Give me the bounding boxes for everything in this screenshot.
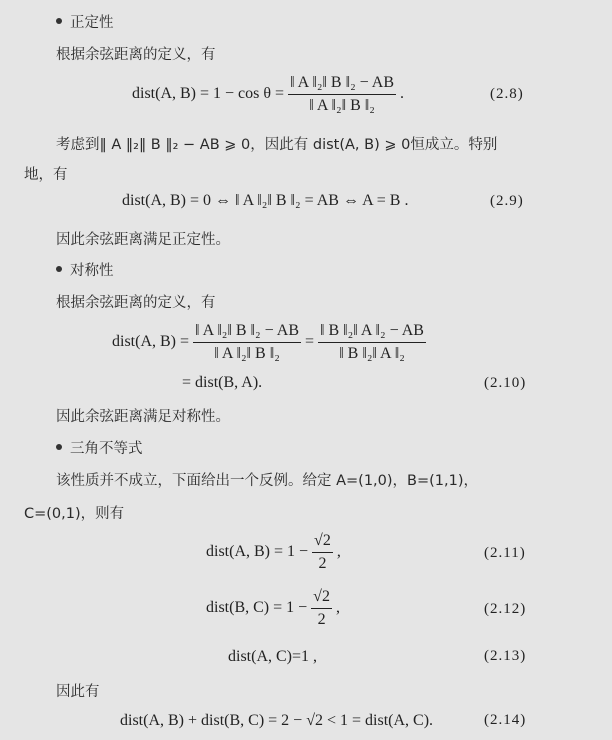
paragraph: 因此有 [56, 684, 100, 700]
section-heading-positivity: 正定性 [56, 11, 114, 32]
equation-2-12 [206, 588, 340, 629]
bullet-icon [56, 444, 62, 450]
equation-lhs: dist(B, C) = 1 − [206, 599, 308, 617]
bullet-icon [56, 18, 62, 24]
equation-tail: , [336, 543, 341, 561]
fraction-numerator: √2 [312, 532, 333, 553]
paragraph: C=(0,1)，则有 [24, 506, 125, 522]
equation-continuation: = dist(B, A). [182, 374, 263, 391]
equation-2-8 [132, 74, 404, 115]
paragraph: 根据余弦距离的定义，有 [56, 295, 216, 311]
equals-sign: = [304, 333, 315, 351]
fraction-denominator: ‖ A ‖₂‖ B ‖₂ [309, 97, 375, 114]
fraction [193, 322, 301, 363]
paragraph: 因此余弦距离满足对称性。 [56, 409, 230, 425]
paragraph: 考虑到‖ A ‖₂‖ B ‖₂ − AB ⩾ 0，因此有 dist(A, B) ⩾ 0恒成立。特别 [56, 137, 498, 153]
equation-number: (2.8) [490, 86, 524, 102]
paragraph: 地，有 [24, 167, 68, 183]
equation-number: (2.13) [484, 648, 527, 664]
fraction-numerator: ‖ A ‖₂‖ B ‖₂ − AB [288, 74, 396, 95]
equation-number: (2.9) [490, 193, 524, 209]
fraction-numerator: ‖ A ‖₂‖ B ‖₂ − AB [193, 322, 301, 343]
section-heading-symmetry: 对称性 [56, 259, 114, 280]
paragraph: 根据余弦距离的定义，有 [56, 47, 216, 63]
equation-2-9: dist(A, B) = 0 ⇔ ‖ A ‖₂‖ B ‖₂ = AB ⇔ A = B . [122, 192, 409, 209]
section-heading-triangle: 三角不等式 [56, 437, 143, 458]
fraction-denominator: ‖ B ‖₂‖ A ‖₂ [339, 345, 405, 362]
equation-2-13: dist(A, C)=1 , [228, 648, 318, 665]
equation-lhs: dist(A, B) = 1 − cos θ = [132, 85, 285, 103]
equation-tail: , [335, 599, 340, 617]
fraction-denominator: 2 [318, 555, 327, 572]
equation-number: (2.11) [484, 545, 526, 561]
fraction-numerator: ‖ B ‖₂‖ A ‖₂ − AB [318, 322, 426, 343]
equation-number: (2.14) [484, 712, 527, 728]
fraction-denominator: 2 [317, 611, 326, 628]
equation-number: (2.10) [484, 375, 527, 391]
bullet-icon [56, 266, 62, 272]
equation-2-11 [206, 532, 341, 573]
equation-2-10 [112, 322, 426, 363]
equation-lhs: dist(A, B) = 1 − [206, 543, 309, 561]
fraction [318, 322, 426, 363]
paragraph: 因此余弦距离满足正定性。 [56, 232, 230, 248]
equation-2-14: dist(A, B) + dist(B, C) = 2 − √2 < 1 = dist(A, C). [120, 712, 434, 729]
equation-tail: . [400, 85, 405, 103]
fraction-numerator: √2 [311, 588, 332, 609]
equation-number: (2.12) [484, 601, 527, 617]
paragraph: 该性质并不成立，下面给出一个反例。给定 A=(1,0)，B=(1,1)， [56, 473, 479, 489]
fraction-denominator: ‖ A ‖₂‖ B ‖₂ [214, 345, 280, 362]
fraction [311, 588, 332, 629]
fraction [312, 532, 333, 573]
equation-lhs: dist(A, B) = [112, 333, 190, 351]
fraction [288, 74, 396, 115]
